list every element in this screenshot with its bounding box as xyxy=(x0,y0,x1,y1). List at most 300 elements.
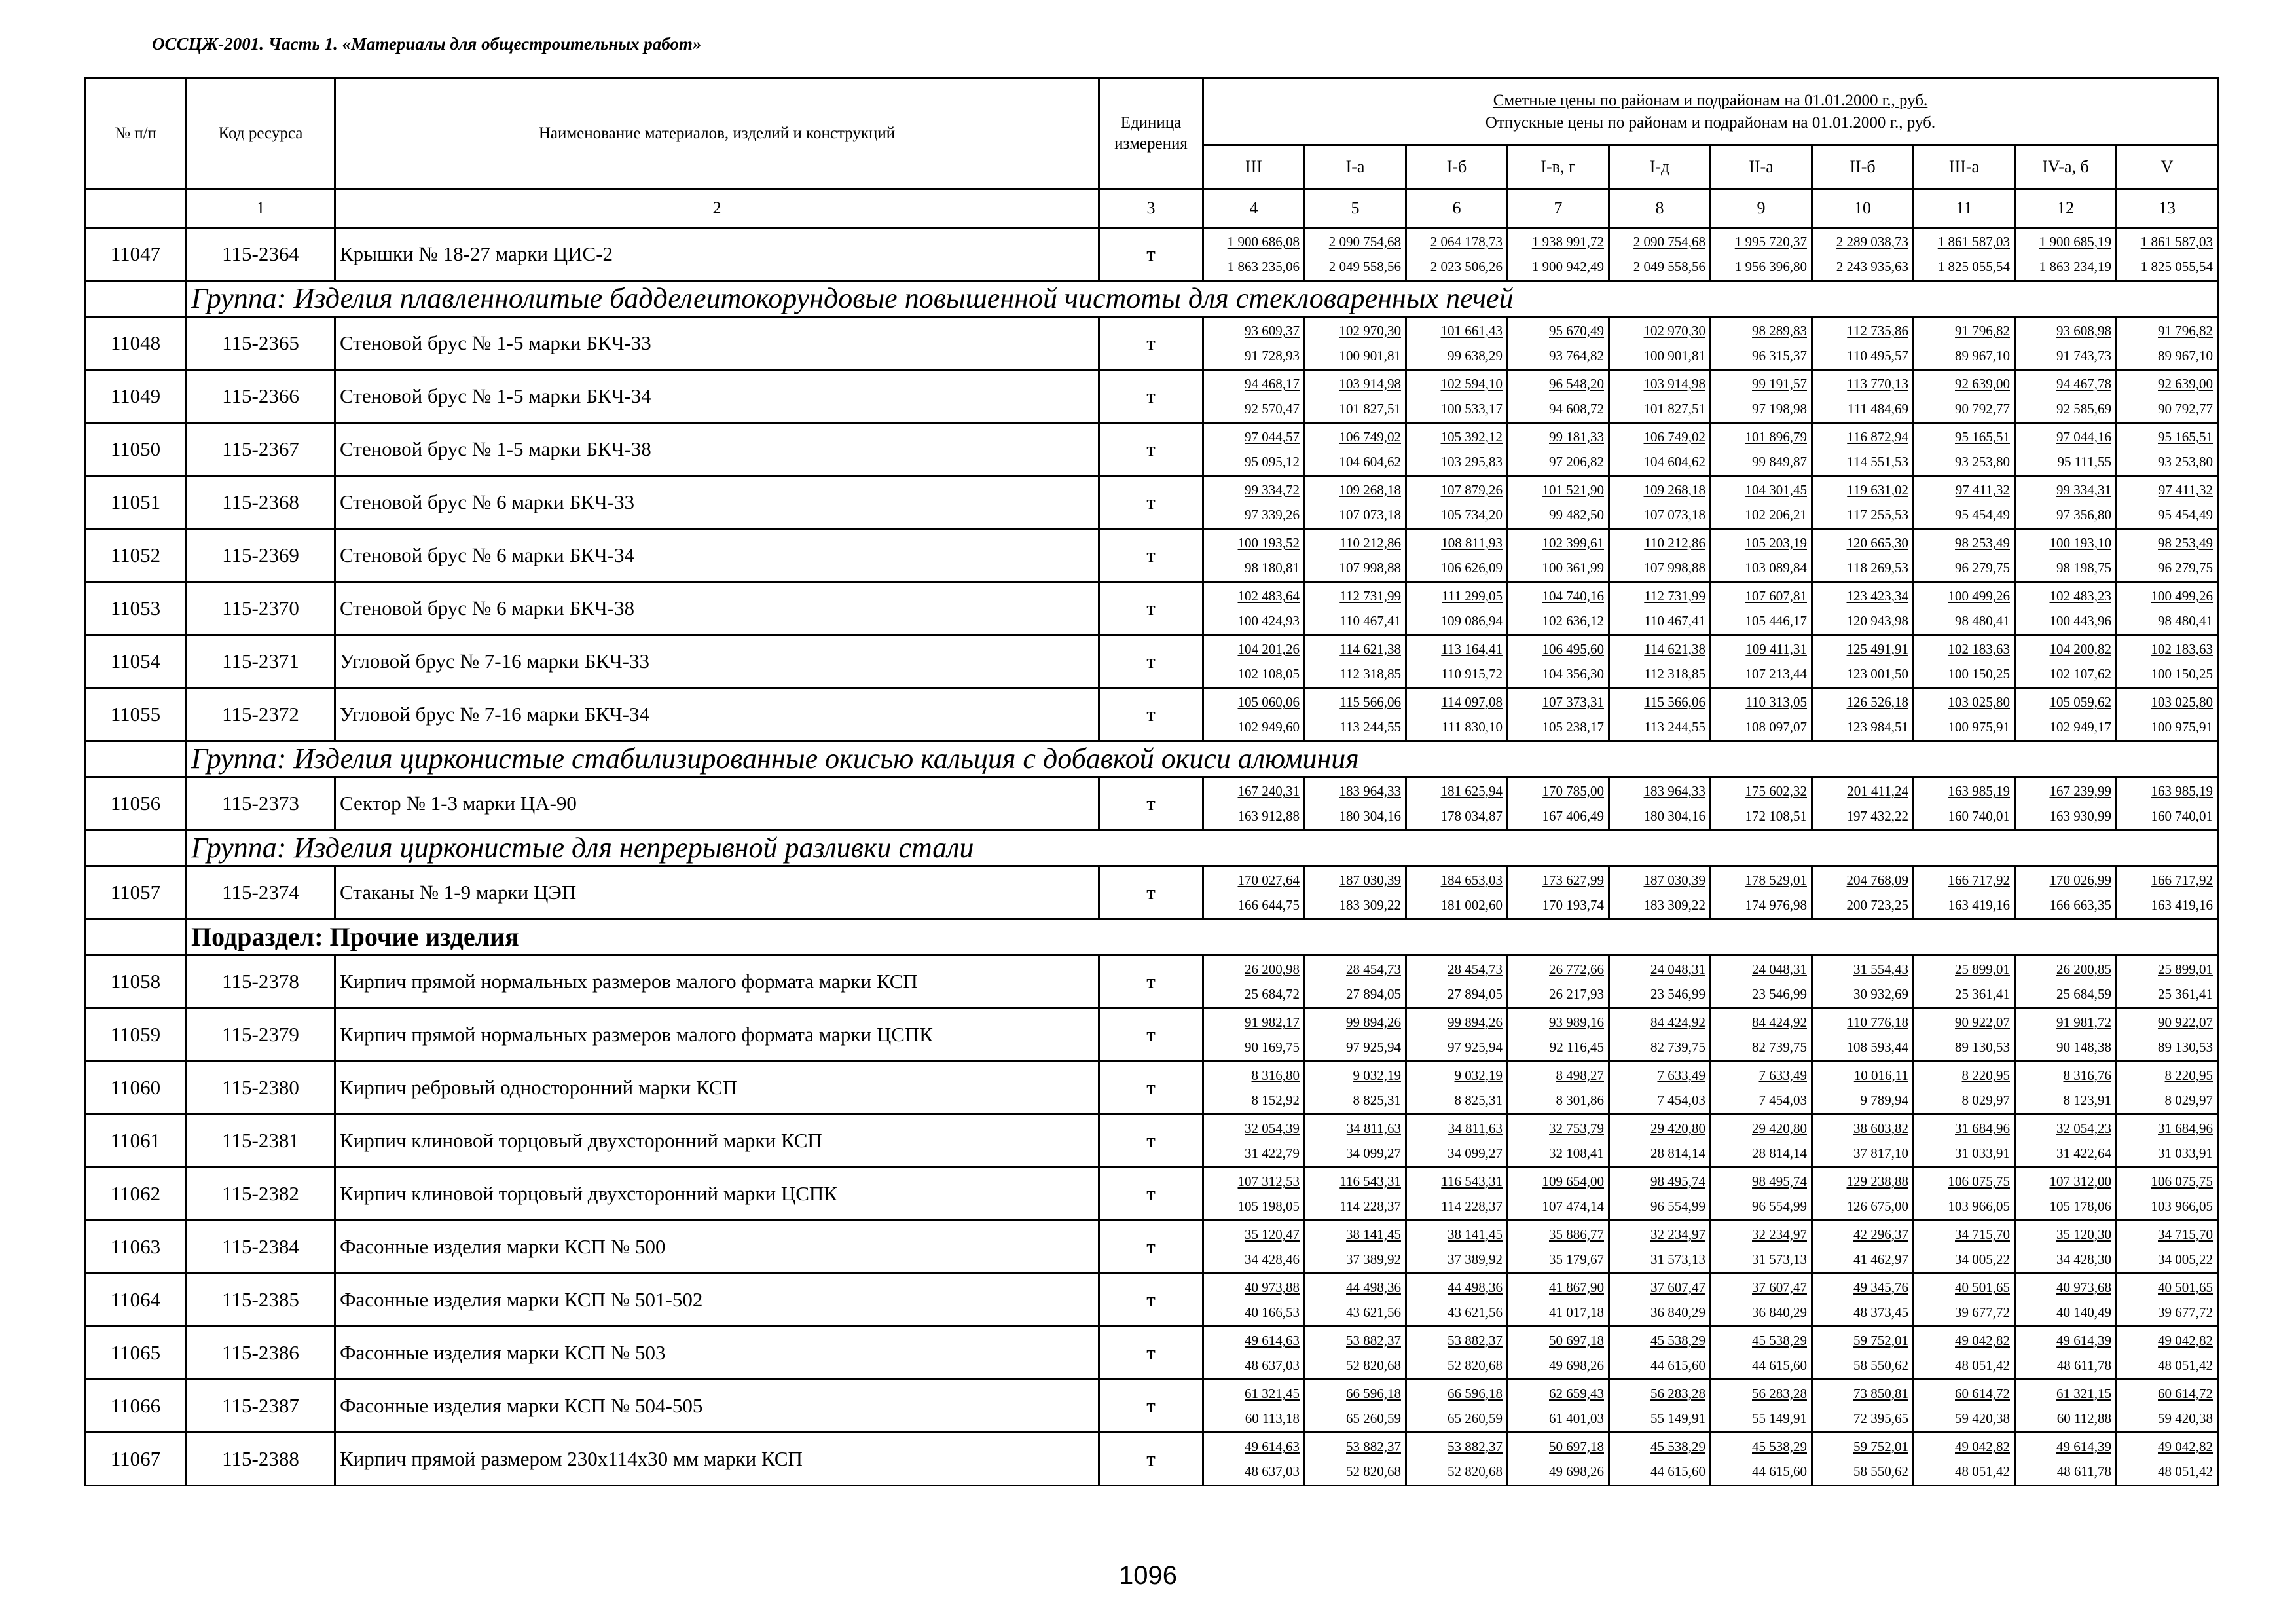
release-price: 52 820,68 xyxy=(1448,1357,1503,1373)
estimate-price: 73 850,81 xyxy=(1853,1386,1908,1401)
header-no: № п/п xyxy=(85,79,187,189)
estimate-price: 178 529,01 xyxy=(1745,872,1807,888)
release-price: 23 546,99 xyxy=(1752,986,1807,1002)
row-number: 11053 xyxy=(85,582,187,635)
estimate-price: 40 501,65 xyxy=(1955,1280,2010,1295)
estimate-price: 91 982,17 xyxy=(1245,1014,1300,1030)
price-cell xyxy=(1711,635,1812,688)
release-price: 93 764,82 xyxy=(1549,348,1604,363)
price-cell xyxy=(1305,1008,1406,1061)
release-price: 61 401,03 xyxy=(1549,1411,1604,1426)
release-price: 8 123,91 xyxy=(2063,1092,2111,1108)
estimate-price: 31 554,43 xyxy=(1853,961,1908,977)
row-number: 11058 xyxy=(85,955,187,1008)
price-cell xyxy=(1508,1115,1609,1168)
resource-code: 115-2364 xyxy=(187,228,335,281)
estimate-price: 113 770,13 xyxy=(1847,376,1908,392)
item-name: Стеновой брус № 1-5 марки БКЧ-34 xyxy=(335,370,1099,423)
row-number: 11050 xyxy=(85,423,187,476)
estimate-price: 32 753,79 xyxy=(1549,1120,1604,1136)
estimate-price: 109 268,18 xyxy=(1643,482,1705,498)
estimate-price: 61 321,45 xyxy=(1245,1386,1300,1401)
price-cell xyxy=(1305,370,1406,423)
price-cell xyxy=(1406,866,1508,919)
release-price: 26 217,93 xyxy=(1549,986,1604,1002)
price-cell xyxy=(1305,1221,1406,1274)
table-head xyxy=(85,79,2218,228)
release-price: 102 206,21 xyxy=(1745,507,1807,523)
price-cell xyxy=(2117,228,2218,281)
release-price: 170 193,74 xyxy=(1542,897,1604,913)
estimate-price: 53 882,37 xyxy=(1346,1333,1401,1348)
release-price: 100 361,99 xyxy=(1542,560,1604,576)
price-cell xyxy=(1406,1380,1508,1433)
release-price: 95 111,55 xyxy=(2057,454,2111,470)
release-price: 48 373,45 xyxy=(1853,1304,1908,1320)
price-cell xyxy=(1203,1168,1305,1221)
price-cell xyxy=(1914,1061,2015,1115)
row-number: 11052 xyxy=(85,529,187,582)
header-column-number: 13 xyxy=(2117,189,2218,228)
estimate-price: 7 633,49 xyxy=(1758,1067,1807,1083)
price-cell xyxy=(2117,1115,2218,1168)
price-cell xyxy=(1609,529,1711,582)
release-price: 37 389,92 xyxy=(1448,1251,1503,1267)
release-price: 172 108,51 xyxy=(1745,808,1807,824)
item-name: Фасонные изделия марки КСП № 500 xyxy=(335,1221,1099,1274)
estimate-price: 125 491,91 xyxy=(1846,641,1908,657)
price-cell xyxy=(1406,529,1508,582)
item-unit: т xyxy=(1099,370,1203,423)
release-price: 34 099,27 xyxy=(1346,1145,1401,1161)
price-cell xyxy=(1203,1274,1305,1327)
estimate-price: 102 594,10 xyxy=(1440,376,1503,392)
price-cell xyxy=(1609,866,1711,919)
estimate-price: 49 345,76 xyxy=(1853,1280,1908,1295)
release-price: 36 840,29 xyxy=(1752,1304,1807,1320)
row-number: 11051 xyxy=(85,476,187,529)
price-cell xyxy=(1406,1274,1508,1327)
release-price: 82 739,75 xyxy=(1650,1039,1705,1055)
release-price: 27 894,05 xyxy=(1448,986,1503,1002)
estimate-price: 1 861 587,03 xyxy=(1937,234,2010,249)
release-price: 52 820,68 xyxy=(1346,1464,1401,1479)
estimate-price: 99 894,26 xyxy=(1346,1014,1401,1030)
price-cell xyxy=(1914,688,2015,741)
estimate-price: 42 296,37 xyxy=(1853,1227,1908,1242)
estimate-price: 60 614,72 xyxy=(1955,1386,2010,1401)
table-row xyxy=(85,1168,2218,1221)
release-price: 200 723,25 xyxy=(1846,897,1908,913)
estimate-price: 9 032,19 xyxy=(1353,1067,1401,1083)
price-cell xyxy=(1609,1115,1711,1168)
estimate-price: 104 201,26 xyxy=(1237,641,1300,657)
release-price: 2 049 558,56 xyxy=(1328,259,1401,274)
header-numbers-row xyxy=(85,189,2218,228)
estimate-price: 2 289 038,73 xyxy=(1836,234,1908,249)
item-name: Стеновой брус № 1-5 марки БКЧ-33 xyxy=(335,317,1099,370)
release-price: 44 615,60 xyxy=(1752,1357,1807,1373)
release-price: 110 467,41 xyxy=(1644,613,1705,629)
estimate-price: 98 253,49 xyxy=(2158,535,2214,551)
price-cell xyxy=(2015,1433,2117,1486)
release-price: 95 454,49 xyxy=(2158,507,2214,523)
release-price: 180 304,16 xyxy=(1643,808,1705,824)
header-column-number: 9 xyxy=(1711,189,1812,228)
price-cell xyxy=(1305,1433,1406,1486)
price-cell xyxy=(1711,1168,1812,1221)
item-name: Кирпич клиновой торцовый двухсторонний марки КСП xyxy=(335,1115,1099,1168)
release-price: 1 900 942,49 xyxy=(1531,259,1604,274)
header-price-estimate: Сметные цены по районам и подрайонам на 01.01.2000 г., руб. xyxy=(1493,91,1928,109)
item-name: Угловой брус № 7-16 марки БКЧ-33 xyxy=(335,635,1099,688)
price-cell xyxy=(1406,1008,1508,1061)
price-cell xyxy=(1711,317,1812,370)
estimate-price: 84 424,92 xyxy=(1752,1014,1807,1030)
release-price: 43 621,56 xyxy=(1448,1304,1503,1320)
price-cell xyxy=(1508,688,1609,741)
release-price: 8 029,97 xyxy=(2164,1092,2214,1108)
release-price: 96 554,99 xyxy=(1752,1198,1807,1214)
resource-code: 115-2365 xyxy=(187,317,335,370)
header-code: Код ресурса xyxy=(187,79,335,189)
release-price: 114 228,37 xyxy=(1339,1198,1401,1214)
price-cell xyxy=(1508,777,1609,830)
price-cell xyxy=(1609,1168,1711,1221)
price-cell xyxy=(1305,423,1406,476)
release-price: 8 301,86 xyxy=(1556,1092,1604,1108)
release-price: 107 213,44 xyxy=(1745,666,1807,682)
estimate-price: 112 731,99 xyxy=(1644,588,1705,604)
group-spacer xyxy=(85,919,187,955)
release-price: 91 743,73 xyxy=(2056,348,2111,363)
resource-code: 115-2367 xyxy=(187,423,335,476)
price-cell xyxy=(1711,582,1812,635)
price-cell xyxy=(1711,688,1812,741)
estimate-price: 116 543,31 xyxy=(1339,1173,1401,1189)
release-price: 126 675,00 xyxy=(1846,1198,1908,1214)
estimate-price: 1 938 991,72 xyxy=(1531,234,1604,249)
release-price: 82 739,75 xyxy=(1752,1039,1807,1055)
release-price: 90 792,77 xyxy=(2158,401,2214,416)
subsection-title: Подраздел: Прочие изделия xyxy=(187,919,2218,955)
price-cell xyxy=(2015,228,2117,281)
release-price: 89 130,53 xyxy=(2158,1039,2214,1055)
price-cell xyxy=(1508,423,1609,476)
release-price: 94 608,72 xyxy=(1549,401,1604,416)
estimate-price: 59 752,01 xyxy=(1853,1439,1908,1454)
price-cell xyxy=(1812,866,1914,919)
price-cell xyxy=(1711,1433,1812,1486)
release-price: 183 309,22 xyxy=(1339,897,1401,913)
item-unit: т xyxy=(1099,529,1203,582)
price-cell xyxy=(2117,635,2218,688)
price-cell xyxy=(1812,1061,1914,1115)
estimate-price: 129 238,88 xyxy=(1846,1173,1908,1189)
release-price: 23 546,99 xyxy=(1650,986,1705,1002)
release-price: 31 573,13 xyxy=(1650,1251,1705,1267)
release-price: 107 073,18 xyxy=(1339,507,1401,523)
price-cell xyxy=(1812,1115,1914,1168)
price-cell xyxy=(1609,370,1711,423)
price-cell xyxy=(1508,955,1609,1008)
estimate-price: 56 283,28 xyxy=(1752,1386,1807,1401)
price-cell xyxy=(1406,370,1508,423)
estimate-price: 175 602,32 xyxy=(1745,783,1807,799)
release-price: 48 611,78 xyxy=(2056,1464,2111,1479)
price-cell xyxy=(1203,1221,1305,1274)
release-price: 89 967,10 xyxy=(1955,348,2010,363)
price-cell xyxy=(2117,476,2218,529)
price-cell xyxy=(1914,1168,2015,1221)
header-column-number: 8 xyxy=(1609,189,1711,228)
price-cell xyxy=(1914,370,2015,423)
estimate-price: 1 900 686,08 xyxy=(1227,234,1300,249)
estimate-price: 25 899,01 xyxy=(1955,961,2010,977)
item-name: Стаканы № 1-9 марки ЦЭП xyxy=(335,866,1099,919)
release-price: 92 585,69 xyxy=(2056,401,2111,416)
table-body xyxy=(85,228,2218,1486)
price-cell xyxy=(2015,955,2117,1008)
estimate-price: 93 608,98 xyxy=(2056,323,2111,339)
estimate-price: 170 027,64 xyxy=(1237,872,1300,888)
row-number: 11062 xyxy=(85,1168,187,1221)
price-cell xyxy=(1305,635,1406,688)
release-price: 25 684,72 xyxy=(1245,986,1300,1002)
estimate-price: 110 776,18 xyxy=(1847,1014,1908,1030)
price-cell xyxy=(2117,1274,2218,1327)
estimate-price: 49 042,82 xyxy=(1955,1439,2010,1454)
estimate-price: 109 654,00 xyxy=(1542,1173,1604,1189)
estimate-price: 106 749,02 xyxy=(1643,429,1705,445)
price-cell xyxy=(1203,317,1305,370)
release-price: 35 179,67 xyxy=(1549,1251,1604,1267)
price-cell xyxy=(2015,1061,2117,1115)
estimate-price: 49 614,39 xyxy=(2056,1439,2111,1454)
price-cell xyxy=(1914,866,2015,919)
page-number: 1096 xyxy=(1119,1561,1177,1590)
item-unit: т xyxy=(1099,688,1203,741)
price-cell xyxy=(1711,1221,1812,1274)
release-price: 101 827,51 xyxy=(1339,401,1401,416)
price-cell xyxy=(1406,777,1508,830)
price-cell xyxy=(1508,1274,1609,1327)
estimate-price: 98 495,74 xyxy=(1650,1173,1705,1189)
estimate-price: 49 042,82 xyxy=(2158,1439,2214,1454)
price-cell xyxy=(2117,529,2218,582)
estimate-price: 2 090 754,68 xyxy=(1633,234,1705,249)
release-price: 118 269,53 xyxy=(1847,560,1908,576)
table-row xyxy=(85,529,2218,582)
price-cell xyxy=(1711,1380,1812,1433)
release-price: 27 894,05 xyxy=(1346,986,1401,1002)
estimate-price: 91 796,82 xyxy=(2158,323,2214,339)
price-cell xyxy=(2015,1274,2117,1327)
price-cell xyxy=(2117,777,2218,830)
estimate-price: 170 785,00 xyxy=(1542,783,1604,799)
price-cell xyxy=(1406,582,1508,635)
estimate-price: 97 411,32 xyxy=(2158,482,2214,498)
release-price: 97 198,98 xyxy=(1752,401,1807,416)
estimate-price: 97 044,16 xyxy=(2056,429,2111,445)
price-cell xyxy=(1812,228,1914,281)
subsection-row xyxy=(85,919,2218,955)
price-cell xyxy=(1609,955,1711,1008)
price-cell xyxy=(1609,1327,1711,1380)
release-price: 103 966,05 xyxy=(1948,1198,2010,1214)
estimate-price: 1 995 720,37 xyxy=(1734,234,1807,249)
release-price: 60 113,18 xyxy=(1245,1411,1300,1426)
release-price: 102 636,12 xyxy=(1542,613,1604,629)
release-price: 160 740,01 xyxy=(2151,808,2214,824)
estimate-price: 101 521,90 xyxy=(1542,482,1604,498)
release-price: 114 551,53 xyxy=(1847,454,1908,470)
estimate-price: 34 715,70 xyxy=(2158,1227,2214,1242)
release-price: 98 198,75 xyxy=(2056,560,2111,576)
price-cell xyxy=(2015,688,2117,741)
release-price: 49 698,26 xyxy=(1549,1464,1604,1479)
release-price: 108 593,44 xyxy=(1846,1039,1908,1055)
release-price: 112 318,85 xyxy=(1644,666,1705,682)
estimate-price: 102 970,30 xyxy=(1643,323,1705,339)
table-row xyxy=(85,1433,2218,1486)
price-cell xyxy=(1609,1008,1711,1061)
estimate-price: 32 054,23 xyxy=(2056,1120,2111,1136)
item-unit: т xyxy=(1099,317,1203,370)
release-price: 1 825 055,54 xyxy=(2140,259,2214,274)
price-cell xyxy=(1609,582,1711,635)
estimate-price: 7 633,49 xyxy=(1657,1067,1705,1083)
price-cell xyxy=(1812,688,1914,741)
release-price: 166 644,75 xyxy=(1237,897,1300,913)
estimate-price: 41 867,90 xyxy=(1549,1280,1604,1295)
estimate-price: 114 097,08 xyxy=(1441,694,1503,710)
release-price: 106 626,09 xyxy=(1440,560,1503,576)
release-price: 99 849,87 xyxy=(1752,454,1807,470)
release-price: 7 454,03 xyxy=(1657,1092,1705,1108)
price-cell xyxy=(1914,582,2015,635)
release-price: 31 033,91 xyxy=(1955,1145,2010,1161)
estimate-price: 100 193,10 xyxy=(2049,535,2111,551)
item-name: Кирпич прямой нормальных размеров малого формата марки ЦСПК xyxy=(335,1008,1099,1061)
item-name: Фасонные изделия марки КСП № 504-505 xyxy=(335,1380,1099,1433)
price-cell xyxy=(2117,1433,2218,1486)
estimate-price: 99 334,72 xyxy=(1245,482,1300,498)
header-column-number: 3 xyxy=(1099,189,1203,228)
price-cell xyxy=(1609,228,1711,281)
group-row xyxy=(85,830,2218,866)
estimate-price: 101 896,79 xyxy=(1745,429,1807,445)
estimate-price: 49 042,82 xyxy=(2158,1333,2214,1348)
price-cell xyxy=(1711,228,1812,281)
price-cell xyxy=(1508,228,1609,281)
estimate-price: 37 607,47 xyxy=(1650,1280,1705,1295)
price-cell xyxy=(1914,1433,2015,1486)
estimate-price: 32 234,97 xyxy=(1752,1227,1807,1242)
estimate-price: 66 596,18 xyxy=(1448,1386,1503,1401)
release-price: 98 180,81 xyxy=(1245,560,1300,576)
release-price: 32 108,41 xyxy=(1549,1145,1604,1161)
price-cell xyxy=(1406,1221,1508,1274)
resource-code: 115-2370 xyxy=(187,582,335,635)
estimate-price: 32 234,97 xyxy=(1650,1227,1705,1242)
estimate-price: 104 200,82 xyxy=(2049,641,2111,657)
release-price: 100 150,25 xyxy=(1948,666,2010,682)
row-number: 11067 xyxy=(85,1433,187,1486)
price-cell xyxy=(2015,423,2117,476)
release-price: 104 604,62 xyxy=(1643,454,1705,470)
price-cell xyxy=(1203,423,1305,476)
release-price: 98 480,41 xyxy=(1955,613,2010,629)
price-cell xyxy=(1711,866,1812,919)
estimate-price: 8 316,76 xyxy=(2063,1067,2111,1083)
price-cell xyxy=(1203,866,1305,919)
estimate-price: 102 399,61 xyxy=(1542,535,1604,551)
item-name: Крышки № 18-27 марки ЦИС-2 xyxy=(335,228,1099,281)
price-cell xyxy=(1406,1115,1508,1168)
release-price: 25 684,59 xyxy=(2056,986,2111,1002)
row-number: 11047 xyxy=(85,228,187,281)
price-cell xyxy=(2117,1008,2218,1061)
release-price: 110 495,57 xyxy=(1847,348,1908,363)
header-column-number: 1 xyxy=(187,189,335,228)
estimate-price: 40 973,68 xyxy=(2056,1280,2111,1295)
estimate-price: 166 717,92 xyxy=(1948,872,2010,888)
price-cell xyxy=(1812,1008,1914,1061)
estimate-price: 90 922,07 xyxy=(1955,1014,2010,1030)
item-name: Кирпич прямой размером 230х114х30 мм марки КСП xyxy=(335,1433,1099,1486)
header-region: III xyxy=(1203,145,1305,189)
table-row xyxy=(85,635,2218,688)
price-cell xyxy=(2015,635,2117,688)
header-price-release: Отпускные цены по районам и подрайонам на 01.01.2000 г., руб. xyxy=(1485,113,1936,132)
table-row xyxy=(85,1221,2218,1274)
header-column-number: 7 xyxy=(1508,189,1609,228)
price-cell xyxy=(1609,1380,1711,1433)
estimate-price: 109 411,31 xyxy=(1745,641,1807,657)
release-price: 90 792,77 xyxy=(1955,401,2010,416)
estimate-price: 90 922,07 xyxy=(2158,1014,2214,1030)
release-price: 43 621,56 xyxy=(1346,1304,1401,1320)
price-cell xyxy=(1203,777,1305,830)
estimate-price: 32 054,39 xyxy=(1245,1120,1300,1136)
price-cell xyxy=(1508,529,1609,582)
release-price: 163 912,88 xyxy=(1237,808,1300,824)
price-cell xyxy=(2117,688,2218,741)
header-region: III-а xyxy=(1914,145,2015,189)
estimate-price: 9 032,19 xyxy=(1454,1067,1503,1083)
release-price: 92 570,47 xyxy=(1245,401,1300,416)
price-cell xyxy=(2117,423,2218,476)
estimate-price: 105 203,19 xyxy=(1745,535,1807,551)
release-price: 34 428,46 xyxy=(1245,1251,1300,1267)
estimate-price: 49 614,39 xyxy=(2056,1333,2111,1348)
estimate-price: 103 025,80 xyxy=(1948,694,2010,710)
release-price: 30 932,69 xyxy=(1853,986,1908,1002)
price-cell xyxy=(2015,1327,2117,1380)
resource-code: 115-2374 xyxy=(187,866,335,919)
price-cell xyxy=(1305,1168,1406,1221)
estimate-price: 113 164,41 xyxy=(1441,641,1503,657)
price-cell xyxy=(1812,476,1914,529)
header-column-number: 12 xyxy=(2015,189,2117,228)
price-cell xyxy=(1305,955,1406,1008)
estimate-price: 92 639,00 xyxy=(1955,376,2010,392)
release-price: 31 033,91 xyxy=(2158,1145,2214,1161)
release-price: 34 005,22 xyxy=(2158,1251,2214,1267)
estimate-price: 183 964,33 xyxy=(1339,783,1401,799)
estimate-price: 1 861 587,03 xyxy=(2140,234,2214,249)
